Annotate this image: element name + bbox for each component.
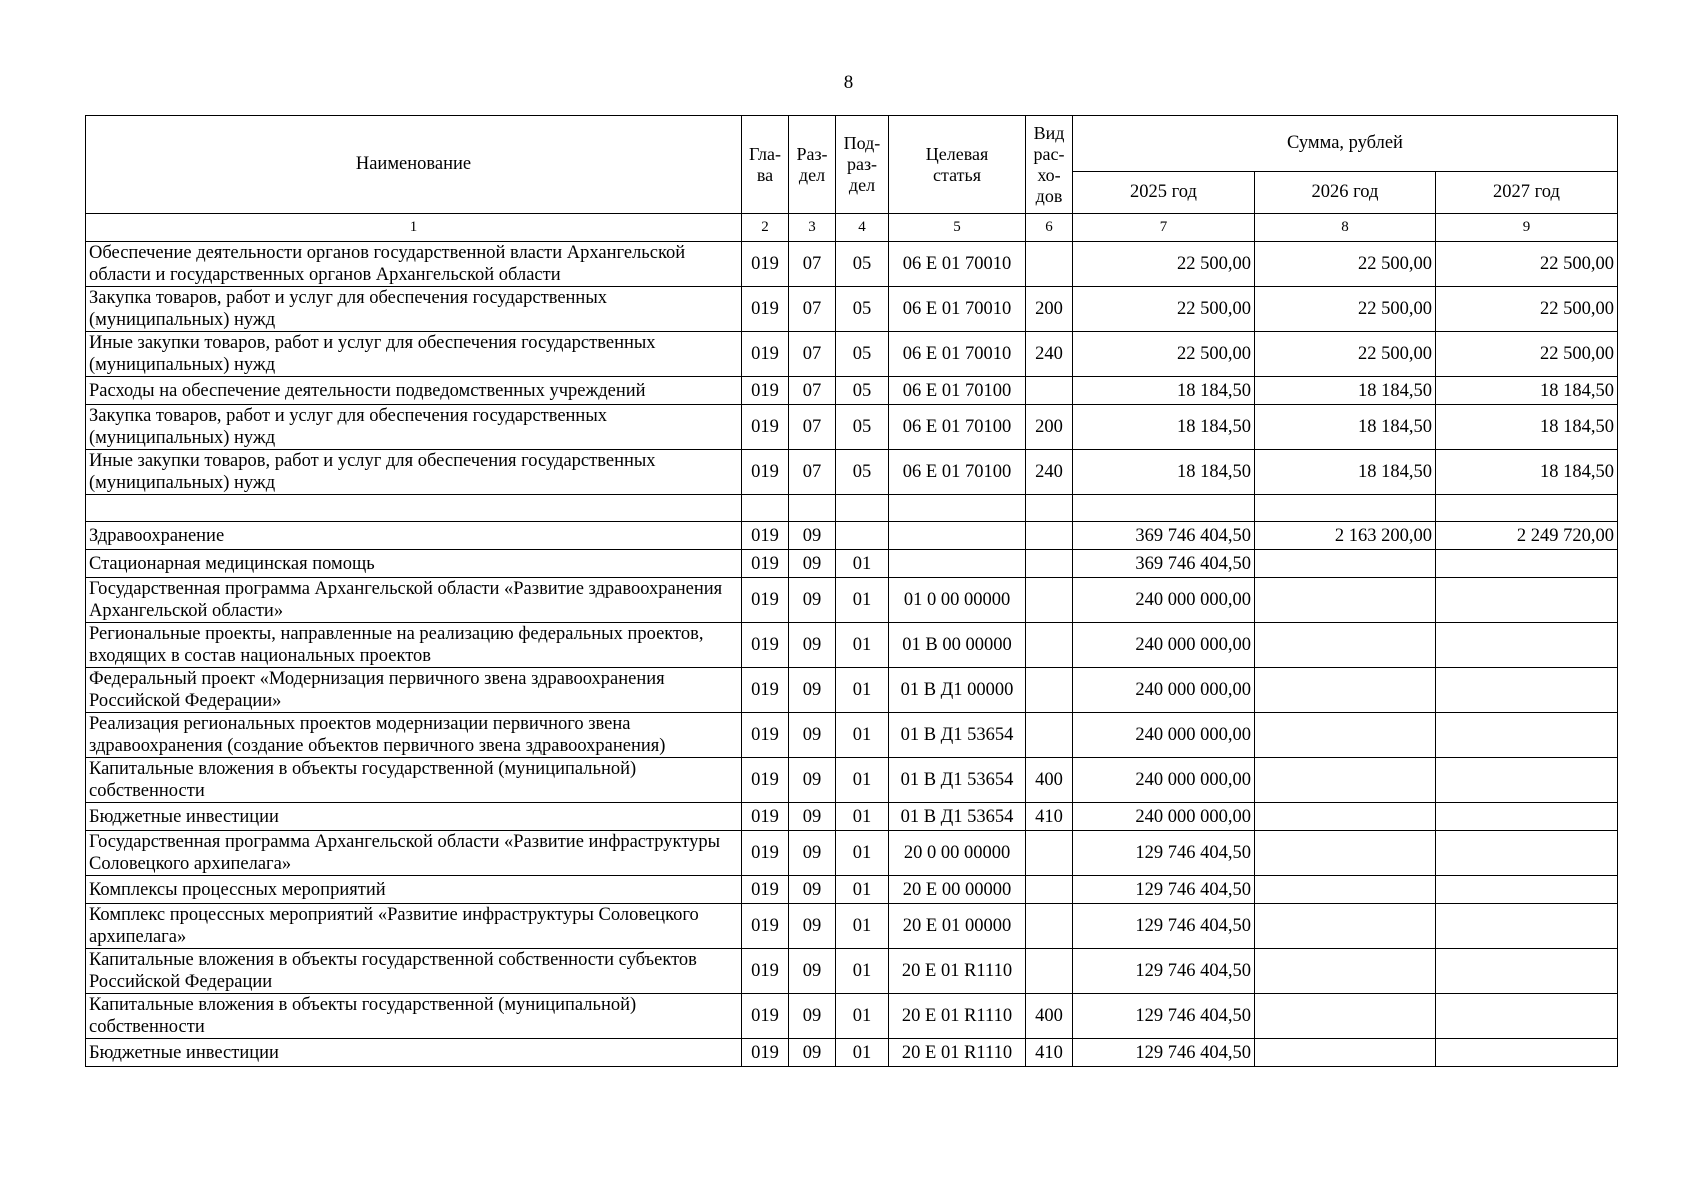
- row-subsection: 05: [836, 405, 889, 450]
- row-name: Реализация региональных проектов модернизации первичного звена здравоохранения (создание объектов первичного звена здравоохранения): [86, 713, 742, 758]
- row-amount-2026: [1255, 578, 1436, 623]
- row-section: 09: [789, 803, 836, 831]
- row-expense-type: 410: [1026, 803, 1073, 831]
- row-name: Стационарная медицинская помощь: [86, 550, 742, 578]
- table-row: [86, 876, 1618, 904]
- row-expense-type: 240: [1026, 450, 1073, 495]
- table-row: [86, 522, 1618, 550]
- table-row: [86, 994, 1618, 1039]
- row-chapter: 019: [742, 450, 789, 495]
- row-subsection: 01: [836, 803, 889, 831]
- row-expense-type: 200: [1026, 405, 1073, 450]
- row-amount-2026: 18 184,50: [1255, 450, 1436, 495]
- row-amount-2026: [1255, 668, 1436, 713]
- row-amount-2025: 129 746 404,50: [1073, 831, 1255, 876]
- row-section: 09: [789, 831, 836, 876]
- row-amount-2026: [1255, 758, 1436, 803]
- row-amount-2025: 129 746 404,50: [1073, 904, 1255, 949]
- row-chapter: 019: [742, 287, 789, 332]
- column-number: 8: [1255, 214, 1436, 242]
- row-article: 06 Е 01 70100: [889, 450, 1026, 495]
- row-expense-type: [1026, 550, 1073, 578]
- row-article: 06 Е 01 70100: [889, 377, 1026, 405]
- row-name: Обеспечение деятельности органов государственной власти Архангельской области и государственных органов Архангельской области: [86, 242, 742, 287]
- row-expense-type: [1026, 668, 1073, 713]
- table-row: [86, 831, 1618, 876]
- header-year-2026: 2026 год: [1255, 172, 1436, 214]
- row-article: [889, 550, 1026, 578]
- row-amount-2025: 129 746 404,50: [1073, 876, 1255, 904]
- table-row: [86, 1039, 1618, 1067]
- row-expense-type: [1026, 623, 1073, 668]
- row-amount-2026: [1255, 994, 1436, 1039]
- row-article: 01 0 00 00000: [889, 578, 1026, 623]
- header-year-2025: 2025 год: [1073, 172, 1255, 214]
- table-row: [86, 904, 1618, 949]
- row-chapter: 019: [742, 831, 789, 876]
- header-name: Наименование: [86, 116, 742, 214]
- row-article: 20 Е 01 00000: [889, 904, 1026, 949]
- row-chapter: 019: [742, 405, 789, 450]
- row-chapter: 019: [742, 522, 789, 550]
- header-amount: Сумма, рублей: [1073, 116, 1618, 172]
- row-amount-2025: 240 000 000,00: [1073, 713, 1255, 758]
- row-chapter: 019: [742, 623, 789, 668]
- table-row: [86, 803, 1618, 831]
- column-number: 2: [742, 214, 789, 242]
- row-subsection: 01: [836, 876, 889, 904]
- row-section: 09: [789, 550, 836, 578]
- row-expense-type: 240: [1026, 332, 1073, 377]
- row-amount-2026: 18 184,50: [1255, 377, 1436, 405]
- row-section: 09: [789, 623, 836, 668]
- row-section: 09: [789, 904, 836, 949]
- row-amount-2027: 22 500,00: [1436, 332, 1618, 377]
- header-subsection: Под- раз- дел: [836, 116, 889, 214]
- row-subsection: 01: [836, 758, 889, 803]
- table-row: [86, 623, 1618, 668]
- row-subsection: 05: [836, 377, 889, 405]
- row-name: Закупка товаров, работ и услуг для обеспечения государственных (муниципальных) нужд: [86, 287, 742, 332]
- row-amount-2026: 2 163 200,00: [1255, 522, 1436, 550]
- row-subsection: 05: [836, 332, 889, 377]
- row-chapter: 019: [742, 904, 789, 949]
- row-amount-2025: [1073, 495, 1255, 522]
- row-section: 09: [789, 668, 836, 713]
- row-name: Бюджетные инвестиции: [86, 1039, 742, 1067]
- row-section: 09: [789, 949, 836, 994]
- budget-table: [85, 115, 1618, 1067]
- row-chapter: 019: [742, 242, 789, 287]
- row-section: 07: [789, 287, 836, 332]
- row-article: 06 Е 01 70010: [889, 242, 1026, 287]
- row-amount-2025: 18 184,50: [1073, 405, 1255, 450]
- row-amount-2026: 18 184,50: [1255, 405, 1436, 450]
- row-name: Комплекс процессных мероприятий «Развитие инфраструктуры Соловецкого архипелага»: [86, 904, 742, 949]
- column-number: 3: [789, 214, 836, 242]
- row-amount-2025: 18 184,50: [1073, 377, 1255, 405]
- row-amount-2026: [1255, 495, 1436, 522]
- table-row: [86, 713, 1618, 758]
- row-chapter: 019: [742, 332, 789, 377]
- row-amount-2027: [1436, 904, 1618, 949]
- row-article: [889, 495, 1026, 522]
- row-subsection: 01: [836, 578, 889, 623]
- row-article: 20 Е 01 R1110: [889, 949, 1026, 994]
- row-amount-2027: 18 184,50: [1436, 405, 1618, 450]
- row-section: 09: [789, 578, 836, 623]
- row-amount-2025: 240 000 000,00: [1073, 578, 1255, 623]
- row-article: 20 0 00 00000: [889, 831, 1026, 876]
- table-row: [86, 332, 1618, 377]
- row-section: 07: [789, 242, 836, 287]
- table-row: [86, 287, 1618, 332]
- row-subsection: 01: [836, 623, 889, 668]
- row-subsection: 01: [836, 994, 889, 1039]
- row-section: 09: [789, 713, 836, 758]
- row-amount-2026: [1255, 623, 1436, 668]
- row-name: Расходы на обеспечение деятельности подведомственных учреждений: [86, 377, 742, 405]
- row-name: Здравоохранение: [86, 522, 742, 550]
- row-article: 01 В Д1 53654: [889, 758, 1026, 803]
- row-subsection: 05: [836, 242, 889, 287]
- row-article: 01 В Д1 53654: [889, 803, 1026, 831]
- row-amount-2026: [1255, 713, 1436, 758]
- row-amount-2026: [1255, 876, 1436, 904]
- header-section: Раз- дел: [789, 116, 836, 214]
- row-expense-type: 200: [1026, 287, 1073, 332]
- row-section: 09: [789, 1039, 836, 1067]
- row-section: 07: [789, 377, 836, 405]
- row-section: 09: [789, 994, 836, 1039]
- row-chapter: 019: [742, 876, 789, 904]
- row-subsection: 01: [836, 904, 889, 949]
- header-chapter: Гла- ва: [742, 116, 789, 214]
- row-name: Иные закупки товаров, работ и услуг для обеспечения государственных (муниципальных) нужд: [86, 332, 742, 377]
- row-amount-2026: [1255, 831, 1436, 876]
- row-subsection: 05: [836, 287, 889, 332]
- row-subsection: 05: [836, 450, 889, 495]
- row-amount-2025: 22 500,00: [1073, 242, 1255, 287]
- row-article: 06 Е 01 70010: [889, 332, 1026, 377]
- row-name: Федеральный проект «Модернизация первичного звена здравоохранения Российской Федерации»: [86, 668, 742, 713]
- row-section: 07: [789, 332, 836, 377]
- row-name: Государственная программа Архангельской области «Развитие инфраструктуры Соловецкого архипелага»: [86, 831, 742, 876]
- row-name: Капитальные вложения в объекты государственной собственности субъектов Российской Федерации: [86, 949, 742, 994]
- row-expense-type: 400: [1026, 758, 1073, 803]
- row-expense-type: [1026, 831, 1073, 876]
- row-amount-2027: 18 184,50: [1436, 450, 1618, 495]
- column-number: 5: [889, 214, 1026, 242]
- row-amount-2027: [1436, 578, 1618, 623]
- row-amount-2025: 240 000 000,00: [1073, 758, 1255, 803]
- row-amount-2027: [1436, 758, 1618, 803]
- row-amount-2027: 2 249 720,00: [1436, 522, 1618, 550]
- row-subsection: [836, 522, 889, 550]
- row-article: 01 В 00 00000: [889, 623, 1026, 668]
- row-article: [889, 522, 1026, 550]
- column-number: 6: [1026, 214, 1073, 242]
- row-subsection: 01: [836, 550, 889, 578]
- row-amount-2027: 18 184,50: [1436, 377, 1618, 405]
- row-amount-2026: [1255, 949, 1436, 994]
- header-year-2027: 2027 год: [1436, 172, 1618, 214]
- table-row: [86, 495, 1618, 522]
- row-expense-type: [1026, 495, 1073, 522]
- row-chapter: 019: [742, 1039, 789, 1067]
- table-row: [86, 550, 1618, 578]
- row-amount-2027: 22 500,00: [1436, 287, 1618, 332]
- row-amount-2026: [1255, 1039, 1436, 1067]
- row-article: 01 В Д1 00000: [889, 668, 1026, 713]
- table-row: [86, 758, 1618, 803]
- row-expense-type: [1026, 904, 1073, 949]
- row-amount-2025: 129 746 404,50: [1073, 994, 1255, 1039]
- row-article: 01 В Д1 53654: [889, 713, 1026, 758]
- row-article: 20 Е 01 R1110: [889, 994, 1026, 1039]
- header-expense-type: Вид рас- хо- дов: [1026, 116, 1073, 214]
- row-section: 09: [789, 522, 836, 550]
- row-amount-2027: [1436, 949, 1618, 994]
- column-number: 9: [1436, 214, 1618, 242]
- row-amount-2027: [1436, 803, 1618, 831]
- row-chapter: 019: [742, 377, 789, 405]
- row-amount-2025: 22 500,00: [1073, 287, 1255, 332]
- row-name: Капитальные вложения в объекты государственной (муниципальной) собственности: [86, 994, 742, 1039]
- row-chapter: 019: [742, 758, 789, 803]
- row-name: Бюджетные инвестиции: [86, 803, 742, 831]
- column-number: 4: [836, 214, 889, 242]
- row-section: [789, 495, 836, 522]
- row-amount-2025: 240 000 000,00: [1073, 803, 1255, 831]
- row-amount-2026: 22 500,00: [1255, 287, 1436, 332]
- row-article: 06 Е 01 70010: [889, 287, 1026, 332]
- row-subsection: 01: [836, 831, 889, 876]
- row-chapter: 019: [742, 550, 789, 578]
- row-amount-2027: [1436, 668, 1618, 713]
- row-name: [86, 495, 742, 522]
- row-name: Комплексы процессных мероприятий: [86, 876, 742, 904]
- row-amount-2025: 129 746 404,50: [1073, 1039, 1255, 1067]
- row-amount-2027: [1436, 876, 1618, 904]
- column-number-row: [86, 214, 1618, 242]
- row-section: 07: [789, 405, 836, 450]
- row-section: 09: [789, 876, 836, 904]
- row-article: 20 Е 00 00000: [889, 876, 1026, 904]
- header-target-article: Целевая статья: [889, 116, 1026, 214]
- row-amount-2027: [1436, 550, 1618, 578]
- row-expense-type: 410: [1026, 1039, 1073, 1067]
- row-amount-2027: [1436, 623, 1618, 668]
- row-amount-2025: 369 746 404,50: [1073, 550, 1255, 578]
- table-row: [86, 405, 1618, 450]
- table-body: [86, 242, 1618, 1067]
- row-amount-2027: [1436, 1039, 1618, 1067]
- table-row: [86, 377, 1618, 405]
- row-chapter: [742, 495, 789, 522]
- column-number: 7: [1073, 214, 1255, 242]
- row-amount-2025: 22 500,00: [1073, 332, 1255, 377]
- row-name: Капитальные вложения в объекты государственной (муниципальной) собственности: [86, 758, 742, 803]
- row-expense-type: [1026, 377, 1073, 405]
- row-subsection: 01: [836, 1039, 889, 1067]
- row-chapter: 019: [742, 578, 789, 623]
- row-amount-2026: [1255, 803, 1436, 831]
- table-row: [86, 242, 1618, 287]
- row-section: 09: [789, 758, 836, 803]
- row-amount-2025: 240 000 000,00: [1073, 623, 1255, 668]
- row-name: Государственная программа Архангельской области «Развитие здравоохранения Архангельской области»: [86, 578, 742, 623]
- row-chapter: 019: [742, 803, 789, 831]
- row-subsection: 01: [836, 668, 889, 713]
- page-number: 8: [843, 72, 854, 93]
- row-expense-type: [1026, 522, 1073, 550]
- row-name: Региональные проекты, направленные на реализацию федеральных проектов, входящих в состав национальных проектов: [86, 623, 742, 668]
- row-amount-2025: 240 000 000,00: [1073, 668, 1255, 713]
- row-expense-type: [1026, 713, 1073, 758]
- row-article: 20 Е 01 R1110: [889, 1039, 1026, 1067]
- table-row: [86, 949, 1618, 994]
- row-expense-type: [1026, 578, 1073, 623]
- row-expense-type: [1026, 876, 1073, 904]
- row-chapter: 019: [742, 668, 789, 713]
- row-expense-type: [1026, 949, 1073, 994]
- row-subsection: 01: [836, 713, 889, 758]
- table-row: [86, 668, 1618, 713]
- row-amount-2025: 129 746 404,50: [1073, 949, 1255, 994]
- row-chapter: 019: [742, 994, 789, 1039]
- row-name: Иные закупки товаров, работ и услуг для обеспечения государственных (муниципальных) нужд: [86, 450, 742, 495]
- row-amount-2026: 22 500,00: [1255, 242, 1436, 287]
- row-section: 07: [789, 450, 836, 495]
- row-name: Закупка товаров, работ и услуг для обеспечения государственных (муниципальных) нужд: [86, 405, 742, 450]
- row-subsection: [836, 495, 889, 522]
- row-amount-2026: [1255, 550, 1436, 578]
- row-chapter: 019: [742, 713, 789, 758]
- row-amount-2025: 18 184,50: [1073, 450, 1255, 495]
- row-expense-type: 400: [1026, 994, 1073, 1039]
- table-row: [86, 450, 1618, 495]
- row-amount-2027: [1436, 713, 1618, 758]
- row-amount-2026: 22 500,00: [1255, 332, 1436, 377]
- row-expense-type: [1026, 242, 1073, 287]
- column-number: 1: [86, 214, 742, 242]
- row-chapter: 019: [742, 949, 789, 994]
- table-row: [86, 578, 1618, 623]
- row-amount-2027: [1436, 831, 1618, 876]
- row-subsection: 01: [836, 949, 889, 994]
- row-amount-2027: 22 500,00: [1436, 242, 1618, 287]
- row-amount-2027: [1436, 994, 1618, 1039]
- row-amount-2027: [1436, 495, 1618, 522]
- row-amount-2026: [1255, 904, 1436, 949]
- row-article: 06 Е 01 70100: [889, 405, 1026, 450]
- row-amount-2025: 369 746 404,50: [1073, 522, 1255, 550]
